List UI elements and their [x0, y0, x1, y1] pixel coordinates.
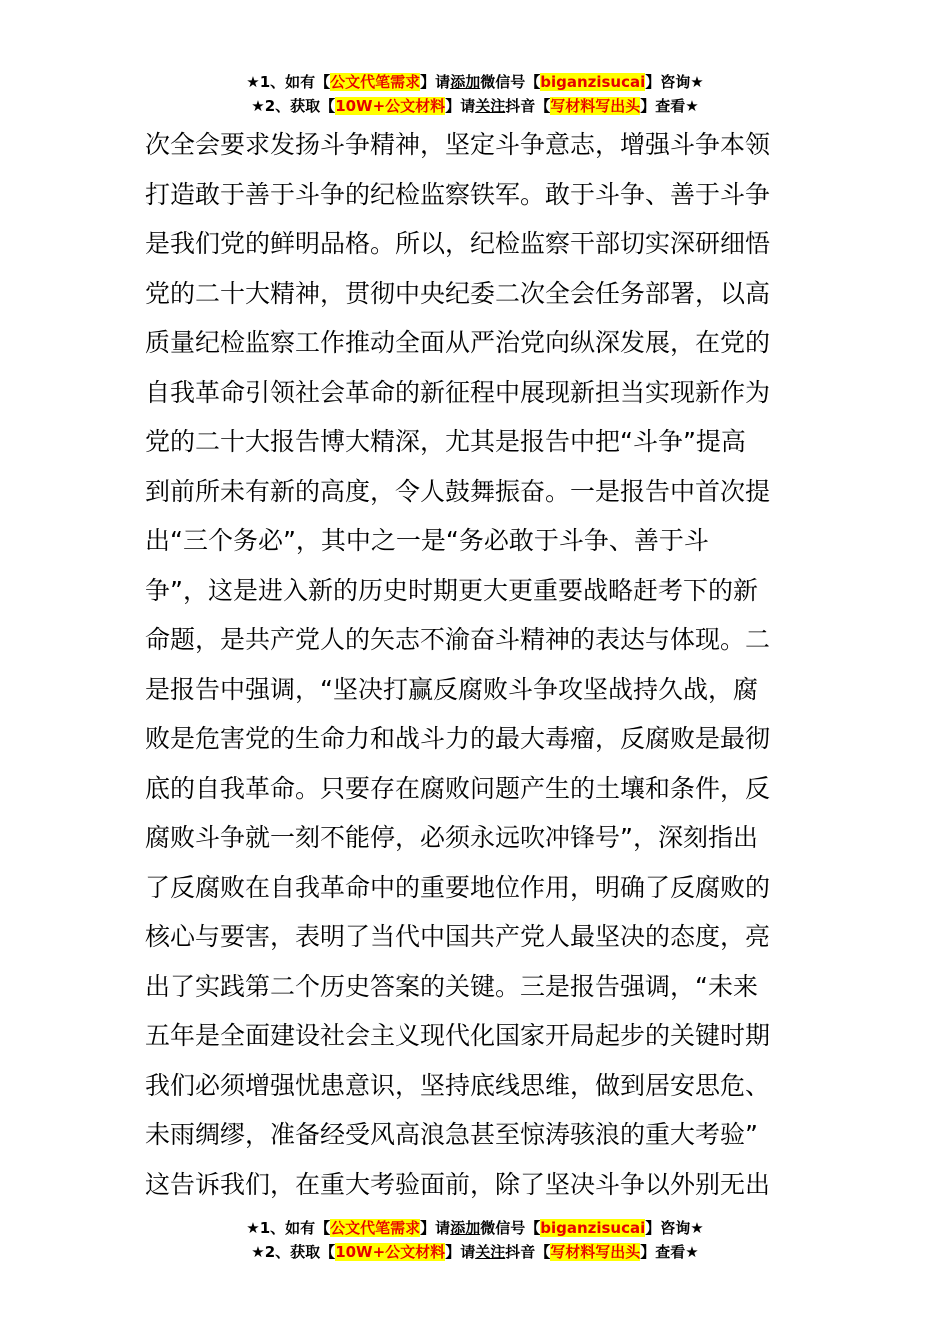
highlight-service: 公文代笔需求	[330, 73, 421, 91]
body-line: 底的自我革命。只要存在腐败问题产生的土壤和条件，反	[145, 773, 771, 803]
document-body	[145, 120, 810, 1209]
footer-banner	[0, 1216, 950, 1264]
body-line: 这告诉我们，在重大考验面前，除了坚决斗争以外别无出	[145, 1169, 771, 1199]
banner-line-2	[0, 1240, 950, 1264]
body-line: 了反腐败在自我革命中的重要地位作用，明确了反腐败的	[145, 872, 771, 902]
underline-text: 关注	[475, 1243, 506, 1261]
banner-text: ★2、获取【	[251, 1243, 336, 1261]
body-line: 未雨绸缪，准备经受风高浪急甚至惊涛骇浪的重大考验”	[145, 1120, 758, 1149]
body-line: 我们必须增强忧患意识，坚持底线思维，做到居安思危、	[145, 1070, 771, 1100]
body-line: 党的二十大精神，贯彻中央纪委二次全会任务部署，以高	[145, 278, 771, 308]
banner-text: 】咨询★	[645, 73, 704, 91]
body-line: 是我们党的鲜明品格。所以，纪检监察干部切实深研细悟	[145, 229, 771, 258]
body-line: 出“三个务必”，其中之一是“务必敢于斗争、善于斗	[145, 526, 709, 555]
banner-text: 】请	[420, 73, 451, 91]
banner-text: 】查看★	[640, 1243, 699, 1261]
underline-text: 添加	[450, 73, 481, 91]
highlight-wechat-id: biganzisucai	[540, 1219, 646, 1237]
banner-text: 】请	[445, 97, 476, 115]
banner-line-1	[0, 1216, 950, 1240]
body-line: 出了实践第二个历史答案的关键。三是报告强调，“未来	[145, 971, 758, 1001]
banner-text: ★1、如有【	[246, 73, 331, 91]
banner-text: ★1、如有【	[246, 1219, 331, 1237]
body-line: 是报告中强调，“坚决打赢反腐败斗争攻坚战持久战，腐	[145, 674, 758, 704]
banner-text: 抖音【	[505, 97, 551, 115]
banner-text: 】请	[420, 1219, 451, 1237]
body-line: 命题，是共产党人的矢志不渝奋斗精神的表达与体现。二	[145, 625, 771, 654]
banner-text: ★2、获取【	[251, 97, 336, 115]
body-line: 党的二十大报告博大精深，尤其是报告中把“斗争”提高	[145, 427, 746, 456]
body-line: 到前所未有新的高度，令人鼓舞振奋。一是报告中首次提	[145, 476, 771, 506]
body-line: 打造敢于善于斗争的纪检监察铁军。敢于斗争、善于斗争	[145, 179, 771, 209]
body-line: 败是危害党的生命力和战斗力的最大毒瘤，反腐败是最彻	[145, 724, 771, 753]
highlight-wechat-id: biganzisucai	[540, 73, 646, 91]
body-line: 质量纪检监察工作推动全面从严治党向纵深发展，在党的	[145, 328, 771, 357]
highlight-douyin-account: 写材料写出头	[550, 97, 641, 115]
banner-text: 】查看★	[640, 97, 699, 115]
banner-text: 抖音【	[505, 1243, 551, 1261]
banner-line-1	[0, 70, 950, 94]
body-line: 争”，这是进入新的历史时期更大更重要战略赶考下的新	[145, 575, 758, 605]
banner-line-2	[0, 94, 950, 118]
highlight-materials: 10W+公文材料	[335, 97, 446, 115]
highlight-douyin-account: 写材料写出头	[550, 1243, 641, 1261]
banner-text: 】咨询★	[645, 1219, 704, 1237]
body-line: 腐败斗争就一刻不能停，必须永远吹冲锋号”，深刻指出	[145, 823, 758, 852]
body-line: 核心与要害，表明了当代中国共产党人最坚决的态度，亮	[145, 922, 771, 951]
highlight-materials: 10W+公文材料	[335, 1243, 446, 1261]
header-banner	[0, 70, 950, 118]
banner-text: 】请	[445, 1243, 476, 1261]
banner-text: 微信号【	[480, 1219, 541, 1237]
underline-text: 关注	[475, 97, 506, 115]
underline-text: 添加	[450, 1219, 481, 1237]
banner-text: 微信号【	[480, 73, 541, 91]
highlight-service: 公文代笔需求	[330, 1219, 421, 1237]
body-line: 五年是全面建设社会主义现代化国家开局起步的关键时期	[145, 1021, 771, 1050]
body-line: 次全会要求发扬斗争精神，坚定斗争意志，增强斗争本领	[145, 130, 771, 159]
body-line: 自我革命引领社会革命的新征程中展现新担当实现新作为	[145, 377, 771, 407]
